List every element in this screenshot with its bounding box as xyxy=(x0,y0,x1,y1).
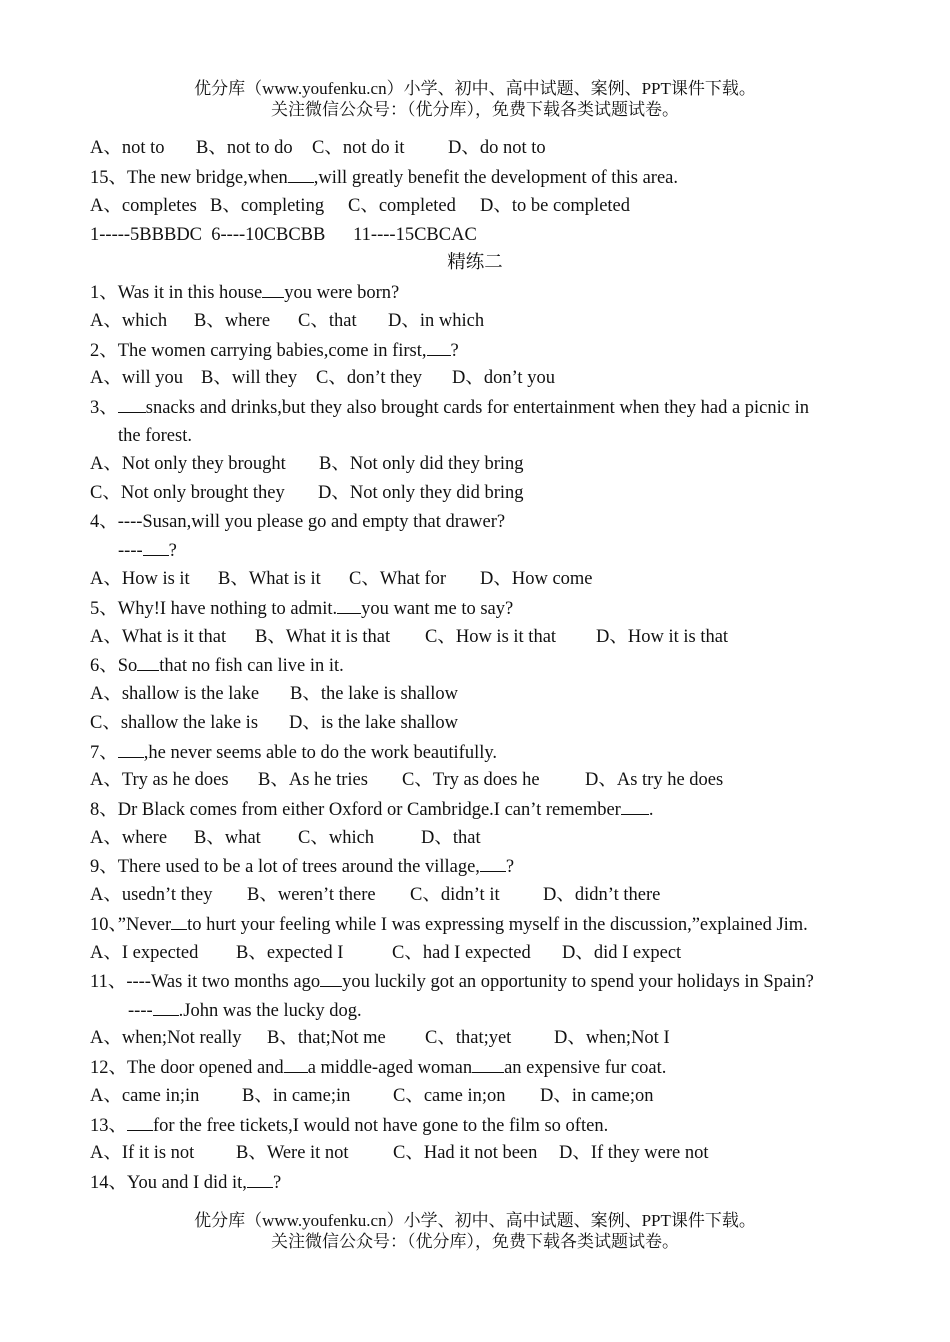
option-d: D、How it is that xyxy=(596,627,729,647)
question-9-options xyxy=(90,884,660,906)
answer-blank xyxy=(118,741,144,758)
option-d: D、If they were not xyxy=(559,1143,709,1163)
option-c: C、came in;on xyxy=(393,1086,506,1106)
question-4-reply xyxy=(118,539,177,562)
question-4: 4、----Susan,will you please go and empty that drawer? xyxy=(90,512,506,532)
answer-blank xyxy=(118,396,146,413)
option-d: D、didn’t there xyxy=(543,885,661,905)
option-a: A、came in;in xyxy=(90,1086,200,1106)
question-text: 7、 xyxy=(90,743,118,763)
option-a: A、What is it that xyxy=(90,627,227,647)
question-text: you want me to say? xyxy=(361,599,514,619)
question-6 xyxy=(90,654,344,677)
option-d: D、that xyxy=(421,828,481,848)
question-4-options xyxy=(90,568,593,590)
question-3-continued: the forest. xyxy=(118,426,192,446)
question-text: an expensive fur coat. xyxy=(504,1058,667,1078)
option-d: D、As try he does xyxy=(585,770,724,790)
answer-blank xyxy=(127,1114,153,1131)
question-text: ? xyxy=(168,541,177,561)
option-b: B、expected I xyxy=(236,943,344,963)
question-text: 3、 xyxy=(90,398,118,418)
question-10 xyxy=(90,913,808,936)
answer-blank xyxy=(337,597,361,614)
answer-blank xyxy=(472,1056,504,1073)
answer-key: 1-----5BBBDC 6----10CBCBB 11----15CBCAC xyxy=(90,225,477,245)
option-b: B、where xyxy=(194,311,271,331)
option-d: D、did I expect xyxy=(562,943,682,963)
question-text: to hurt your feeling while I was expressing myself in the discussion,”explained Jim. xyxy=(187,915,808,935)
question-text: 1、Was it in this house xyxy=(90,283,263,303)
option-d: D、do not to xyxy=(448,138,546,158)
question-text: ---- xyxy=(118,541,143,561)
option-c: C、completed xyxy=(348,196,456,216)
option-a: A、usedn’t they xyxy=(90,885,213,905)
option-c: C、Try as does he xyxy=(402,770,540,790)
question-text: 2、The women carrying babies,come in first, xyxy=(90,341,427,361)
question-2-options xyxy=(90,367,555,389)
option-c: C、didn’t it xyxy=(410,885,500,905)
question-11 xyxy=(90,970,814,993)
question-13-options xyxy=(90,1142,709,1164)
option-b: B、Were it not xyxy=(236,1143,349,1163)
option-c: C、that xyxy=(298,311,357,331)
question-9 xyxy=(90,855,514,878)
question-2 xyxy=(90,339,459,362)
question-3-options-row-2 xyxy=(90,482,524,504)
answer-blank xyxy=(247,1171,273,1188)
option-c: C、How is it that xyxy=(425,627,557,647)
question-text: 15、The new bridge,when xyxy=(90,168,288,188)
question-6-options-row-2 xyxy=(90,712,458,734)
question-11-options xyxy=(90,1027,670,1049)
option-a: A、Not only they brought xyxy=(90,454,286,474)
option-c: C、don’t they xyxy=(316,368,423,388)
option-a: A、which xyxy=(90,311,168,331)
question-text: you were born? xyxy=(284,283,400,303)
answer-blank xyxy=(427,339,451,356)
question-8 xyxy=(90,798,653,821)
question-text: for the free tickets,I would not have gone to the film so often. xyxy=(153,1116,609,1136)
question-text: you luckily got an opportunity to spend your holidays in Spain? xyxy=(342,972,814,992)
question-12-options xyxy=(90,1085,654,1107)
option-b: B、will they xyxy=(201,368,298,388)
option-b: B、completing xyxy=(210,196,325,216)
question-text: .John was the lucky dog. xyxy=(178,1001,362,1021)
option-b: B、weren’t there xyxy=(247,885,376,905)
option-d: D、is the lake shallow xyxy=(289,713,459,733)
option-b: B、that;Not me xyxy=(267,1028,386,1048)
option-b: B、not to do xyxy=(196,138,293,158)
question-12 xyxy=(90,1056,666,1079)
option-c: C、which xyxy=(298,828,375,848)
option-b: B、As he tries xyxy=(258,770,368,790)
option-d: D、in came;on xyxy=(540,1086,654,1106)
answer-blank xyxy=(153,999,179,1016)
question-text: ? xyxy=(272,1173,282,1193)
option-d: D、Not only they did bring xyxy=(318,483,524,503)
option-b: B、the lake is shallow xyxy=(290,684,459,704)
question-text: 12、The door opened and xyxy=(90,1058,284,1078)
footer-line-1: 优分库（www.youfenku.cn）小学、初中、高中试题、案例、PPT课件下载。 xyxy=(194,1211,756,1230)
option-d: D、How come xyxy=(480,569,593,589)
option-d: D、don’t you xyxy=(452,368,555,388)
option-a: A、How is it xyxy=(90,569,190,589)
option-a: A、completes xyxy=(90,196,197,216)
question-8-options xyxy=(90,827,481,849)
answer-blank xyxy=(288,166,314,183)
question-3 xyxy=(90,396,809,419)
answer-blank xyxy=(262,281,284,298)
question-text: ? xyxy=(505,857,515,877)
option-c: C、What for xyxy=(349,569,447,589)
question-6-options-row-1 xyxy=(90,683,458,705)
question-14 xyxy=(90,1171,281,1194)
question-11-reply xyxy=(128,999,362,1022)
option-a: A、Try as he does xyxy=(90,770,229,790)
answer-blank xyxy=(143,539,169,556)
question-1-options xyxy=(90,310,484,332)
question-7 xyxy=(90,741,497,764)
option-a: A、when;Not really xyxy=(90,1028,242,1048)
answer-blank xyxy=(284,1056,308,1073)
option-a: A、shallow is the lake xyxy=(90,684,260,704)
option-c: C、Not only brought they xyxy=(90,483,285,503)
answer-blank xyxy=(480,855,506,872)
header-line-2: 关注微信公众号：（优分库），免费下载各类试题试卷。 xyxy=(271,100,679,119)
question-text: a middle-aged woman xyxy=(307,1058,473,1078)
page-footer xyxy=(0,1210,950,1252)
answer-blank xyxy=(621,798,649,815)
question-text: 11、----Was it two months ago xyxy=(90,972,321,992)
question-15 xyxy=(90,166,678,189)
question-text: 8、Dr Black comes from either Oxford or Cambridge.I can’t remember xyxy=(90,800,621,820)
question-text: 6、So xyxy=(90,656,138,676)
question-text: ,will greatly benefit the development of this area. xyxy=(313,168,679,188)
question-3-options-row-1 xyxy=(90,453,524,475)
question-text: snacks and drinks,but they also brought cards for entertainment when they had a picnic in xyxy=(145,398,810,418)
option-c: C、that;yet xyxy=(425,1028,512,1048)
option-b: B、What it is that xyxy=(255,627,391,647)
question-text: ,he never seems able to do the work beautifully. xyxy=(143,743,498,763)
question-text: 10、”Never xyxy=(90,915,172,935)
q15-options xyxy=(90,195,630,217)
question-5 xyxy=(90,597,513,620)
option-a: A、I expected xyxy=(90,943,199,963)
question-text: 5、Why!I have nothing to admit. xyxy=(90,599,338,619)
page-header xyxy=(0,78,950,120)
question-text: ? xyxy=(450,341,459,361)
question-7-options xyxy=(90,769,723,791)
header-line-1: 优分库（www.youfenku.cn）小学、初中、高中试题、案例、PPT课件下载。 xyxy=(194,79,756,98)
option-b: B、what xyxy=(194,828,261,848)
answer-blank xyxy=(171,913,187,930)
question-10-options xyxy=(90,942,681,964)
option-c: C、had I expected xyxy=(392,943,531,963)
option-a: A、not to xyxy=(90,138,165,158)
question-text: . xyxy=(648,800,654,820)
question-text: 13、 xyxy=(90,1116,128,1136)
question-text: ---- xyxy=(128,1001,153,1021)
answer-blank xyxy=(137,654,159,671)
section-title: 精练二 xyxy=(447,253,503,273)
option-b: B、in came;in xyxy=(242,1086,351,1106)
question-5-options xyxy=(90,626,728,648)
option-a: A、where xyxy=(90,828,168,848)
option-c: C、Had it not been xyxy=(393,1143,538,1163)
option-c: C、shallow the lake is xyxy=(90,713,259,733)
question-13 xyxy=(90,1114,608,1137)
question-text: that no fish can live in it. xyxy=(159,656,344,676)
answer-blank xyxy=(320,970,342,987)
option-d: D、when;Not I xyxy=(554,1028,670,1048)
option-d: D、to be completed xyxy=(480,196,631,216)
option-b: B、Not only did they bring xyxy=(319,454,524,474)
question-text: 9、There used to be a lot of trees around the village, xyxy=(90,857,480,877)
footer-line-2: 关注微信公众号：（优分库），免费下载各类试题试卷。 xyxy=(271,1232,679,1251)
option-a: A、If it is not xyxy=(90,1143,195,1163)
option-a: A、will you xyxy=(90,368,184,388)
q14-options xyxy=(90,137,546,159)
option-d: D、in which xyxy=(388,311,485,331)
question-text: 14、You and I did it, xyxy=(90,1173,247,1193)
question-1 xyxy=(90,281,399,304)
option-b: B、What is it xyxy=(218,569,321,589)
option-c: C、not do it xyxy=(312,138,405,158)
